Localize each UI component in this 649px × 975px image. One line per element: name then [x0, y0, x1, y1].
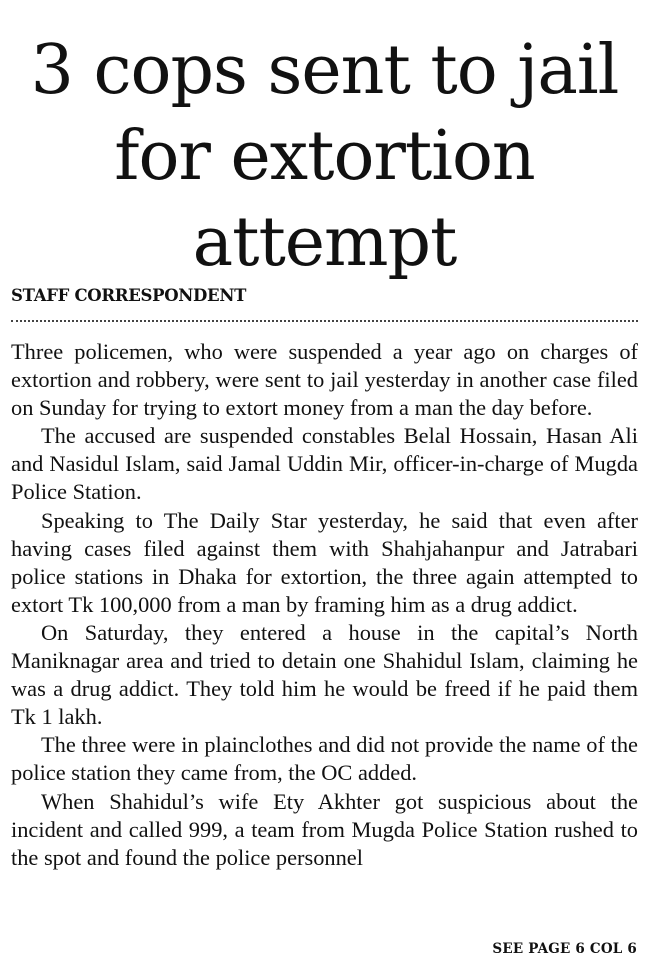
paragraph-4: On Saturday, they entered a house in the capital’s North Maniknagar area and tried to detain one Shahidul Islam, claiming he was a drug addict. They told him he would be freed if he paid them Tk 1 lakh. [11, 619, 638, 730]
paragraph-1: Three policemen, who were suspended a year ago on charges of extortion and robbery, were sent to jail yesterday in another case filed on Sunday for trying to extort money from a man the day before. [11, 339, 638, 421]
headline-line-3: attempt [192, 203, 457, 282]
continuation-note: SEE PAGE 6 COL 6 [492, 941, 637, 957]
paragraph-5: The three were in plainclothes and did not provide the name of the police station they came from, the OC added. [11, 732, 638, 786]
paragraph-6: When Shahidul’s wife Ety Akhter got suspicious about the incident and called 999, a team from Mugda Police Station rushed to the spot and found the police personnel [11, 788, 638, 870]
dotted-divider [11, 320, 638, 322]
headline [0, 28, 649, 286]
article-body [11, 338, 638, 872]
paragraph-3: Speaking to The Daily Star yesterday, he said that even after having cases filed against them with Shahjahanpur and Jatrabari police stations in Dhaka for extortion, the three again attempted to extort Tk 100,000 from a man by framing him as a drug addict. [11, 507, 638, 617]
paragraph-2: The accused are suspended constables Belal Hossain, Hasan Ali and Nasidul Islam, said Jamal Uddin Mir, officer-in-charge of Mugda Police Station. [11, 423, 638, 505]
byline: STAFF CORRESPONDENT [11, 286, 247, 305]
headline-line-1: 3 cops sent to jail [30, 31, 619, 110]
headline-line-2: for extortion [114, 117, 535, 196]
